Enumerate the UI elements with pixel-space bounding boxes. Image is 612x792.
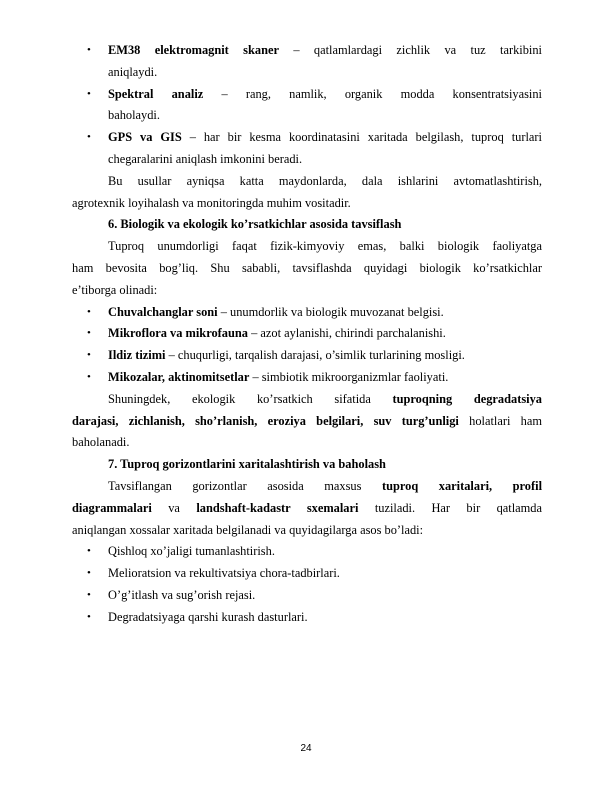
paragraph-methods: Bu usullar ayniqsa katta maydonlarda, dala ishlarini avtomatlashtirish, agrotexnik loyihalash va monitoringda muhim vositadir. bbox=[72, 173, 542, 210]
list-item-tumanlashtirish: • Qishloq xo’jaligi tumanlashtirish. bbox=[72, 541, 542, 563]
paragraph-mapping: Tavsiflangan gorizontlar asosida maxsus tuproq xaritalari, profil diagrammalari va landshaft-kadastr sxemalari tuziladi. Har bir qatlamda aniqlangan xossalar xaritada belgilanadi va quyidagilarga asos bo’ladi: bbox=[72, 478, 543, 537]
page-number: 24 bbox=[300, 743, 312, 754]
list-item-gps: • GPS va GIS – har bir kesma koordinatasini xaritada belgilash, tuproq turlari chegaralarini aniqlash imkonini beradi. bbox=[72, 127, 542, 171]
paragraph-biological: Tuproq unumdorligi faqat fizik-kimyoviy emas, balki biologik faoliyatga ham bevosita bog’liq. Shu sababli, tavsiflashda quyidagi biologik ko’rsatkichlar e’tiborga olinadi: bbox=[72, 239, 542, 297]
term-gps: GPS va GIS bbox=[108, 130, 182, 145]
list-item-ogitlash: • O’g’itlash va sug’orish rejasi. bbox=[72, 585, 542, 607]
list-item-degradatsiya: • Degradatsiyaga qarshi kurash dasturlari. bbox=[72, 607, 542, 629]
list-item-melioratsiya: • Melioratsion va rekultivatsiya chora-tadbirlari. bbox=[72, 563, 542, 585]
section-heading-6: 6. Biologik va ekologik ko’rsatkichlar asosida tavsiflash bbox=[108, 217, 402, 232]
list-item-mikroflora: • Mikroflora va mikrofauna – azot aylanishi, chirindi parchalanishi. bbox=[72, 323, 542, 345]
list-item-em38: • EM38 elektromagnit skaner – qatlamlardagi zichlik va tuz tarkibini aniqlaydi. bbox=[72, 40, 542, 84]
list-item-spektral: • Spektral analiz – rang, namlik, organik modda konsentratsiyasini baholaydi. bbox=[72, 84, 542, 128]
term-em38: EM38 elektromagnit skaner bbox=[108, 43, 279, 57]
list-item-ildiz: • Ildiz tizimi – chuqurligi, tarqalish darajasi, o’simlik turlarining mosligi. bbox=[72, 345, 542, 367]
paragraph-ecological: Shuningdek, ekologik ko’rsatkich sifatida tuproqning degradatsiya darajasi, zichlanish, sho’rlanish, eroziya belgilari, suv turg’unligi holatlari ham baholanadi. bbox=[72, 391, 542, 450]
term-spektral: Spektral analiz bbox=[108, 86, 204, 101]
list-item-chuvalchang: • Chuvalchanglar soni – unumdorlik va biologik muvozanat belgisi. bbox=[72, 302, 542, 324]
page-content bbox=[72, 40, 542, 629]
list-item-mikozalar: • Mikozalar, aktinomitsetlar – simbiotik mikroorganizmlar faoliyati. bbox=[72, 367, 542, 389]
section-heading-7: 7. Tuproq gorizontlarini xaritalashtirish va baholash bbox=[108, 457, 386, 472]
